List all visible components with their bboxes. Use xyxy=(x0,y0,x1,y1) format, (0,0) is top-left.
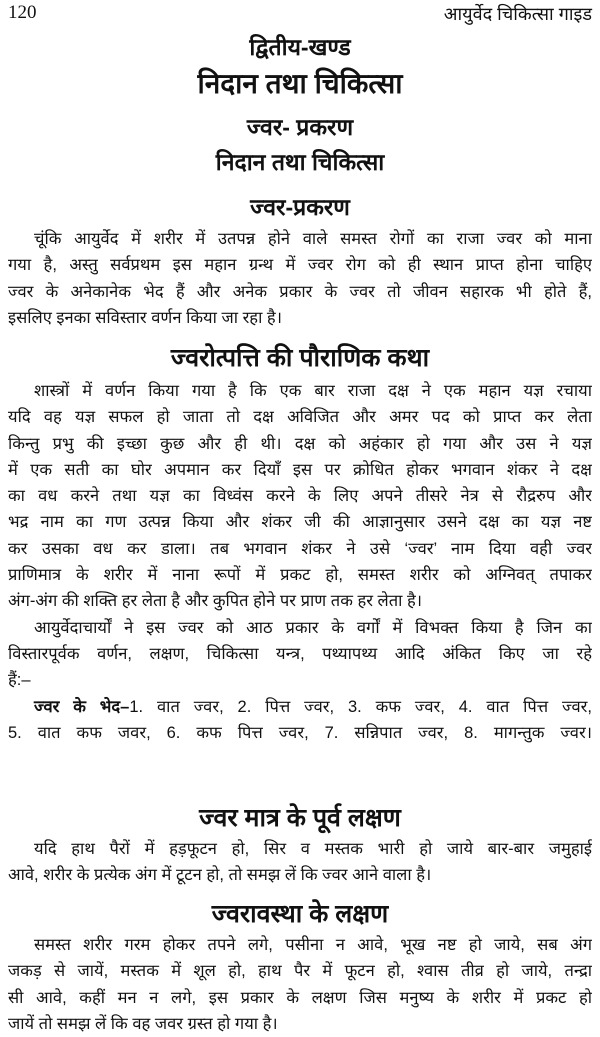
fever-types-label: ज्वर के भेद– xyxy=(34,697,130,716)
text-line: आवे, शरीर के प्रत्येक अंग में टूटन हो, तो समझ लें कि ज्वर आने वाला है। xyxy=(8,866,432,885)
text-line: में एक सती का घोर अपमान कर दियाँ इस पर क्रोधित होकर भगवान शंकर ने दक्ष xyxy=(8,460,592,479)
page-header xyxy=(8,2,592,28)
section-title: ज्वर-प्रकरण xyxy=(250,194,350,220)
text-line: समस्त शरीर गरम होकर तपने लगे, पसीना न आवे, भूख नष्ट हो जाये, सब अंग xyxy=(34,936,592,954)
fever-types-text: 1. वात ज्वर, 2. पित्त ज्वर, 3. कफ ज्वर, 4. वात पित्त ज्वर, xyxy=(129,697,592,716)
text-line: कर उसका वध कर डाला। तब भगवान शंकर ने उसे ‘ज्वर’ नाम दिया वही ज्वर xyxy=(8,539,592,558)
running-title: आयुर्वेद चिकित्सा गाइड xyxy=(443,4,592,24)
text-line: ज्वर के अनेकानेक भेद हैं और अनेक प्रकार के ज्वर तो जीवन सहारक भी होते हैं, xyxy=(8,282,592,301)
text-line: सी आवे, कहीं मन न लगे, इस प्रकार के लक्षण जिस मनुष्य के शरीर में प्रकट हो xyxy=(8,988,592,1007)
text-line: जायें तो समझ लें कि वह जवर ग्रस्त हो गया है। xyxy=(8,1014,278,1033)
paragraph-origin-story xyxy=(8,378,592,746)
text-line: अंग-अंग की शक्ति हर लेता है और कुपित होने पर प्राण तक हर लेता है। xyxy=(8,592,423,611)
text-line: प्राणिमात्र के शरीर में नाना रूपों में प्रकट हो, समस्त शरीर को अग्निवत् तपाकर xyxy=(8,566,592,585)
text-line: हैं:– xyxy=(8,671,31,690)
paragraph-intro xyxy=(8,226,592,331)
fever-types-line xyxy=(8,694,592,720)
sub-title: निदान तथा चिकित्सा xyxy=(215,149,385,175)
text-line: जकड़ से जायें, मस्तक में शूल हो, हाथ पैर में फूटन हो, श्वास तीव्र हो जाये, तन्द्रा xyxy=(8,962,592,981)
text-line: यदि हाथ पैरों में हड़फूटन हो, सिर व मस्तक भारी हो जाये बार-बार जमुहाई xyxy=(34,840,592,858)
heading-fever-symptoms: ज्वरावस्था के लक्षण xyxy=(211,900,389,928)
text-line: विस्तारपूर्वक वर्णन, लक्षण, चिकित्सा यन्त्र, पथ्यापथ्य आदि अंकित किए जा रहे xyxy=(8,644,592,663)
fever-types-text: 5. वात कफ जवर, 6. कफ पित्त ज्वर, 7. सन्निपात ज्वर, 8. मागन्तुक ज्वर। xyxy=(8,723,592,742)
text-line: शास्त्रों में वर्णन किया गया है कि एक बार राजा दक्ष ने एक महान यज्ञ रचाया xyxy=(34,382,592,400)
text-line: इसलिए इनका सविस्तार वर्णन किया जा रहा है। xyxy=(8,308,282,327)
text-line: गया है, अस्तु सर्वप्रथम इस महान ग्रन्थ में ज्वर रोग को ही स्थान प्राप्त होना चाहिए xyxy=(8,256,592,275)
paragraph-fever-symptoms xyxy=(8,932,592,1037)
text-line: भद्र नाम का गण उत्पन्न किया और शंकर जी की आज्ञानुसार उसने दक्ष का यज्ञ नष्ट xyxy=(8,513,592,532)
paragraph-prodromal-symptoms xyxy=(8,836,592,889)
page-number: 120 xyxy=(8,2,37,23)
heading-prodromal-symptoms: ज्वर मात्र के पूर्व लक्षण xyxy=(199,804,401,832)
main-title: निदान तथा चिकित्सा xyxy=(197,68,403,99)
text-line: का वध करने तथा यज्ञ का विध्वंस करने के लिए अपने तीसरे नेत्र से रौद्ररुप और xyxy=(8,487,592,506)
part-title: द्वितीय-खण्ड xyxy=(249,34,351,60)
text-line: यदि वह यज्ञ सफल हो जाता तो दक्ष अविजित और अमर पद को प्राप्त कर लेता xyxy=(8,408,592,427)
text-line: आयुर्वेदाचार्यों ने इस ज्वर को आठ प्रकार के वर्गों में विभक्त किया है जिन का xyxy=(34,618,592,637)
chapter-title: ज्वर- प्रकरण xyxy=(246,114,354,140)
heading-origin-story: ज्वरोत्पत्ति की पौराणिक कथा xyxy=(170,344,430,372)
text-line: चूंकि आयुर्वेद में शरीर में उतपन्न होने वाले समस्त रोगों का राजा ज्वर को माना xyxy=(34,230,592,248)
text-line: किन्तु प्रभु की इच्छा कुछ और ही थी। दक्ष को अहंकार हो गया और उस ने यज्ञ xyxy=(8,434,592,453)
